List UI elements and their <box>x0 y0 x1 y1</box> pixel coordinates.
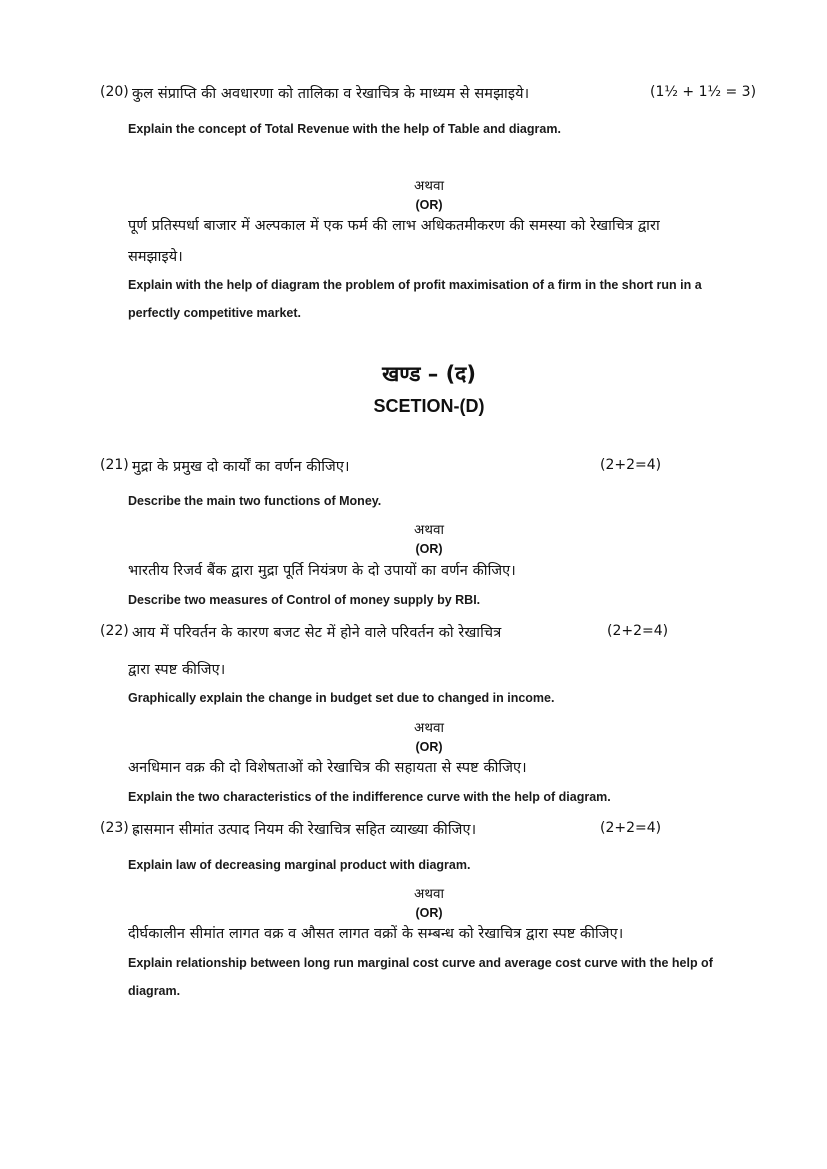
q21-english-text: Describe the main two functions of Money. <box>128 494 382 508</box>
q21-marks: (2+2=4) <box>600 457 662 473</box>
q21-number: (21) <box>100 457 129 473</box>
q20-marks: (1½ + 1½ = 3) <box>650 84 757 100</box>
q20-or-english: (OR) <box>415 198 443 212</box>
q22-hindi-line1: आय में परिवर्तन के कारण बजट सेट में होने वाले परिवर्तन को रेखाचित्र <box>132 625 502 641</box>
q23-alt-english-line2: diagram. <box>128 984 181 998</box>
q21-alt-hindi: भारतीय रिजर्व बैंक द्वारा मुद्रा पूर्ति नियंत्रण के दो उपायों का वर्णन कीजिए। <box>128 563 516 579</box>
q20-alt-hindi-line1: पूर्ण प्रतिस्पर्धा बाजार में अल्पकाल में एक फर्म की लाभ अधिकतमीकरण की समस्या को रेखाचित्र द्वारा <box>128 218 660 234</box>
q20-hindi-text: कुल संप्राप्ति की अवधारणा को तालिका व रेखाचित्र के माध्यम से समझाइये। <box>132 86 530 102</box>
section-title-hindi: खण्ड – (द) <box>382 362 476 386</box>
q21-or-english: (OR) <box>415 542 443 556</box>
q23-alt-english-line1: Explain relationship between long run marginal cost curve and average cost curve with the help of <box>128 956 713 970</box>
q20-alt-english-line2: perfectly competitive market. <box>128 306 301 320</box>
q23-alt-hindi: दीर्घकालीन सीमांत लागत वक्र व औसत लागत वक्रों के सम्बन्ध को रेखाचित्र द्वारा स्पष्ट कीजिए। <box>128 926 624 942</box>
q22-hindi-line2: द्वारा स्पष्ट कीजिए। <box>128 662 226 678</box>
q22-or-english: (OR) <box>415 740 443 754</box>
section-title-english: SCETION-(D) <box>373 396 485 416</box>
q20-english-text: Explain the concept of Total Revenue with the help of Table and diagram. <box>128 122 561 136</box>
q23-number: (23) <box>100 820 129 836</box>
q22-alt-hindi: अनधिमान वक्र की दो विशेषताओं को रेखाचित्र की सहायता से स्पष्ट कीजिए। <box>128 760 527 776</box>
q20-alt-hindi-line2: समझाइये। <box>128 249 183 265</box>
q22-or-hindi: अथवा <box>414 720 444 736</box>
q22-english-text: Graphically explain the change in budget set due to changed in income. <box>128 691 555 705</box>
q20-or-hindi: अथवा <box>414 178 444 194</box>
q23-english-text: Explain law of decreasing marginal product with diagram. <box>128 858 471 872</box>
q22-alt-english: Explain the two characteristics of the indifference curve with the help of diagram. <box>128 790 611 804</box>
q21-hindi-text: मुद्रा के प्रमुख दो कार्यों का वर्णन कीजिए। <box>132 459 350 475</box>
q21-or-hindi: अथवा <box>414 522 444 538</box>
q23-or-english: (OR) <box>415 906 443 920</box>
q22-marks: (2+2=4) <box>607 623 669 639</box>
q23-marks: (2+2=4) <box>600 820 662 836</box>
q20-number: (20) <box>100 84 129 100</box>
q22-number: (22) <box>100 623 129 639</box>
q23-or-hindi: अथवा <box>414 886 444 902</box>
q20-alt-english-line1: Explain with the help of diagram the problem of profit maximisation of a firm in the short run in a <box>128 278 702 292</box>
q21-alt-english: Describe two measures of Control of money supply by RBI. <box>128 593 481 607</box>
q23-hindi-text: ह्रासमान सीमांत उत्पाद नियम की रेखाचित्र सहित व्याख्या कीजिए। <box>132 822 477 838</box>
